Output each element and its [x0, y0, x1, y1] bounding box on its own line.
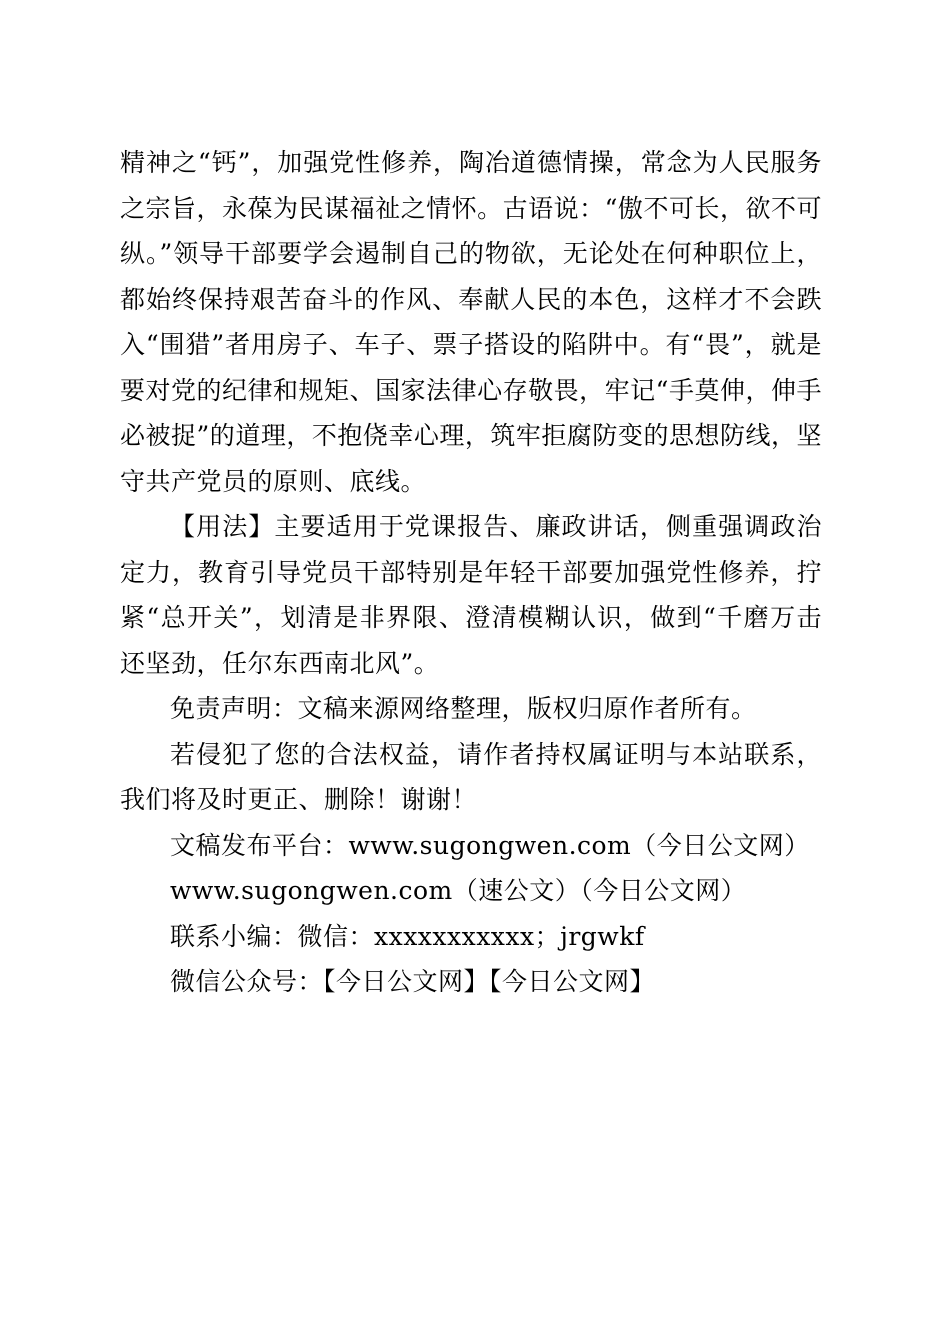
publish-platform-line: 文稿发布平台：www.sugongwen.com（今日公文网） [170, 830, 810, 860]
body-paragraph: 精神之“钙”，加强党性修养，陶冶道德情操，常念为人民服务之宗旨，永葆为民谋福祉之情怀。古语说：“傲不可长，欲不可纵。”领导干部要学会遏制自己的物欲，无论处在何种职位上，都始终保持艰苦奋斗的作风、奉献人民的本色，这样才不会跌入“围猎”者用房子、车子、票子搭设的陷阱中。有“畏”，就是要对党的纪律和规矩、国家法律心存敬畏，牢记“手莫伸，伸手必被捉”的道理，不抱侥幸心理，筑牢拒腐防变的思想防线，坚守共产党员的原则、底线。 [120, 148, 822, 496]
wechat-account-line: 微信公众号：【今日公文网】【今日公文网】 [170, 967, 656, 996]
usage-paragraph: 【用法】主要适用于党课报告、廉政讲话，侧重强调政治定力，教育引导党员干部特别是年轻干部要加强党性修养，拧紧“总开关”，划清是非界限、澄清模糊认识，做到“千磨万击还坚劲，任尔东西南北风”。 [120, 512, 822, 678]
site-names-line: www.sugongwen.com（速公文）（今日公文网） [170, 876, 747, 905]
disclaimer-line: 免责声明：文稿来源网络整理，版权归原作者所有。 [170, 694, 757, 723]
contact-editor-line: 联系小编：微信：xxxxxxxxxxx；jrgwkf [170, 921, 645, 951]
document-body [120, 140, 822, 1005]
infringement-notice: 若侵犯了您的合法权益，请作者持权属证明与本站联系，我们将及时更正、删除！谢谢！ [120, 739, 822, 814]
